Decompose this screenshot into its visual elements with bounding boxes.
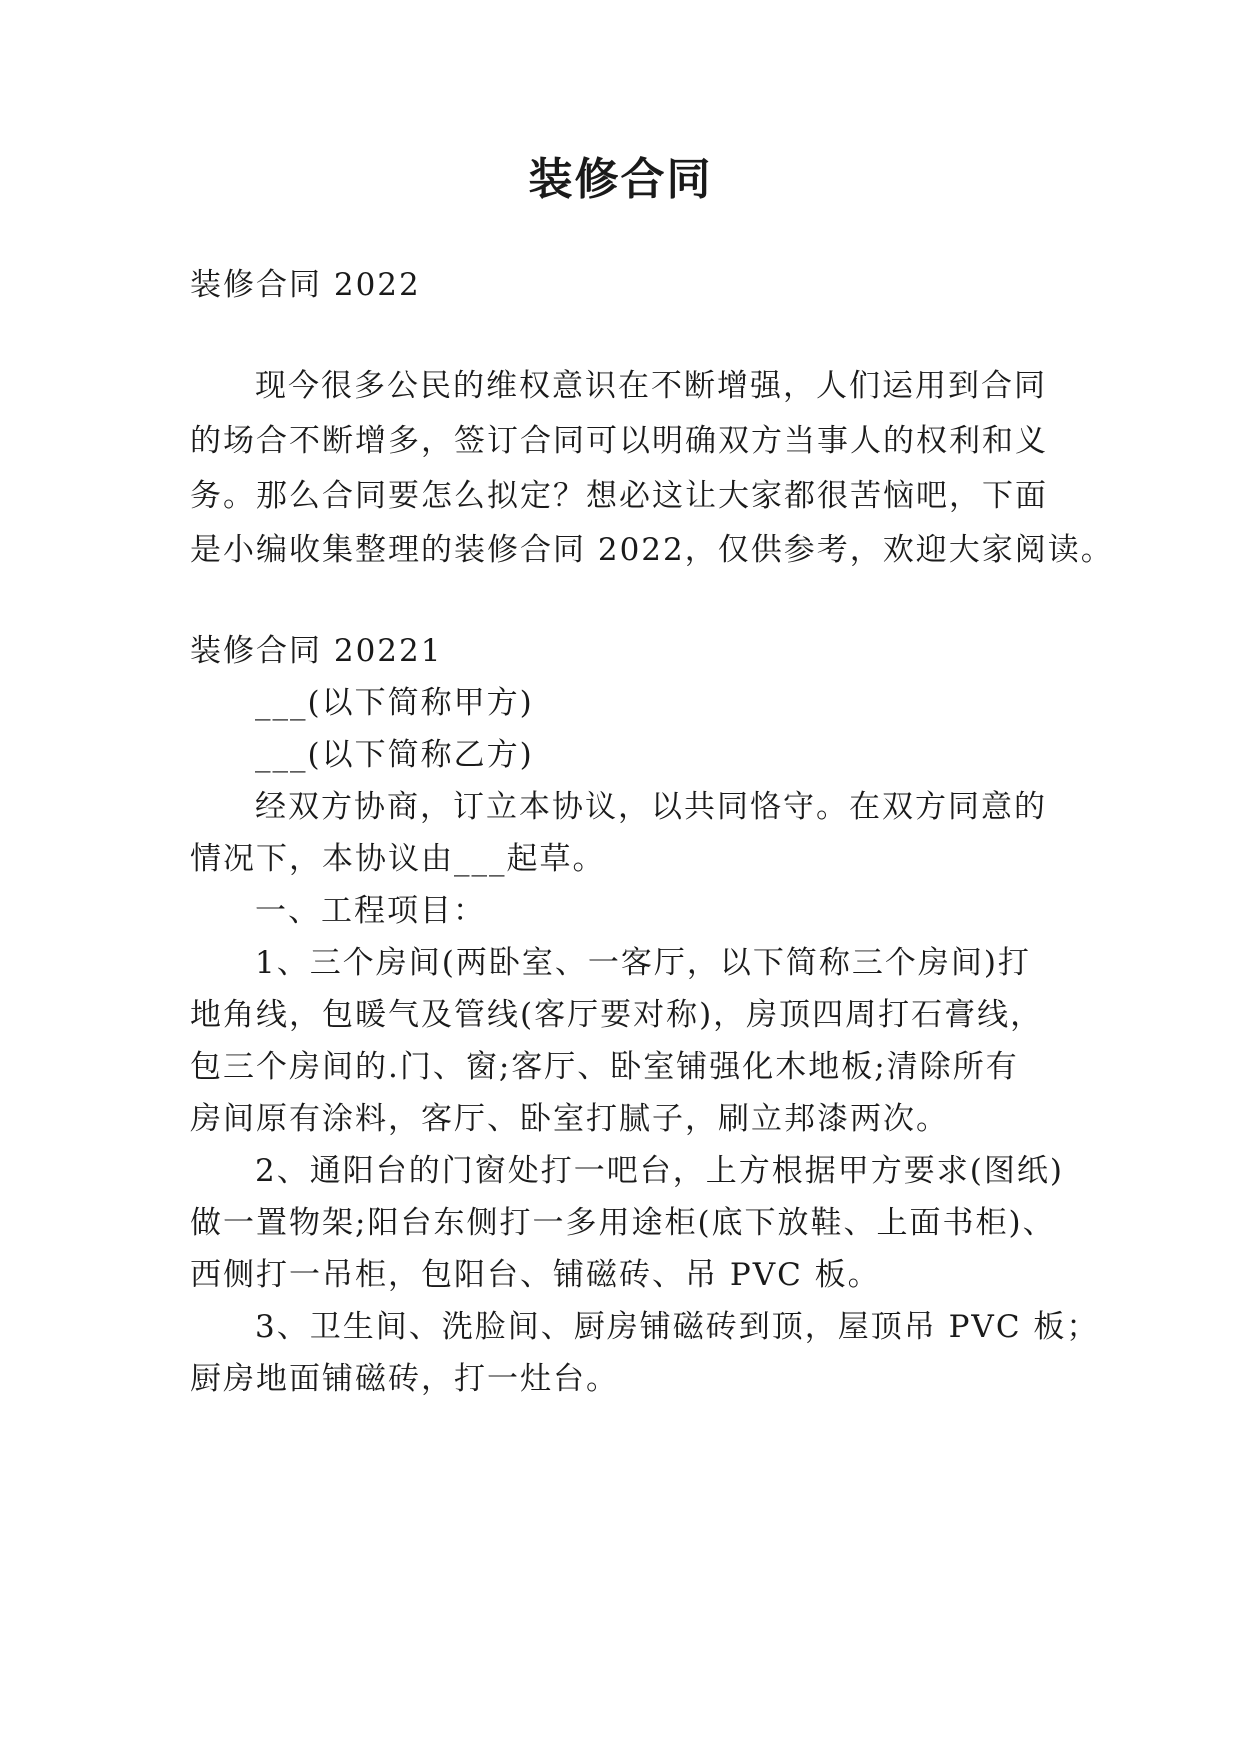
item-1-line: 地角线，包暖气及管线(客厅要对称)，房顶四周打石膏线， — [190, 997, 1044, 1033]
heading-contract-2022: 装修合同 2022 — [190, 267, 421, 303]
item-3-line: 厨房地面铺磁砖，打一灶台。 — [190, 1361, 619, 1397]
item-1-line: 1、三个房间(两卧室、一客厅，以下简称三个房间)打 — [255, 945, 1031, 981]
item-1-line: 房间原有涂料，客厅、卧室打腻子，刷立邦漆两次。 — [190, 1101, 949, 1137]
item-1-line: 包三个房间的.门、窗;客厅、卧室铺强化木地板;清除所有 — [190, 1049, 1019, 1085]
section-title-project: 一、工程项目： — [255, 893, 486, 929]
agreement-line: 经双方协商，订立本协议，以共同恪守。在双方同意的 — [255, 789, 1047, 825]
agreement-line: 情况下，本协议由___起草。 — [190, 841, 606, 877]
intro-line: 务。那么合同要怎么拟定？想必这让大家都很苦恼吧，下面 — [190, 478, 1048, 514]
item-3-line: 3、卫生间、洗脸间、厨房铺磁砖到顶，屋顶吊 PVC 板； — [255, 1309, 1100, 1345]
heading-contract-20221: 装修合同 20221 — [190, 633, 443, 669]
item-2-line: 西侧打一吊柜，包阳台、铺磁砖、吊 PVC 板。 — [190, 1257, 881, 1293]
party-a-line: ___(以下简称甲方) — [255, 685, 534, 721]
intro-line: 是小编收集整理的装修合同 2022，仅供参考，欢迎大家阅读。 — [190, 532, 1114, 568]
party-b-line: ___(以下简称乙方) — [255, 737, 534, 773]
item-2-line: 做一置物架;阳台东侧打一多用途柜(底下放鞋、上面书柜)、 — [190, 1205, 1056, 1241]
document-title: 装修合同 — [528, 154, 713, 205]
item-2-line: 2、通阳台的门窗处打一吧台，上方根据甲方要求(图纸) — [255, 1153, 1064, 1189]
intro-line: 现今很多公民的维权意识在不断增强，人们运用到合同 — [255, 368, 1047, 404]
intro-line: 的场合不断增多，签订合同可以明确双方当事人的权利和义 — [190, 423, 1048, 459]
